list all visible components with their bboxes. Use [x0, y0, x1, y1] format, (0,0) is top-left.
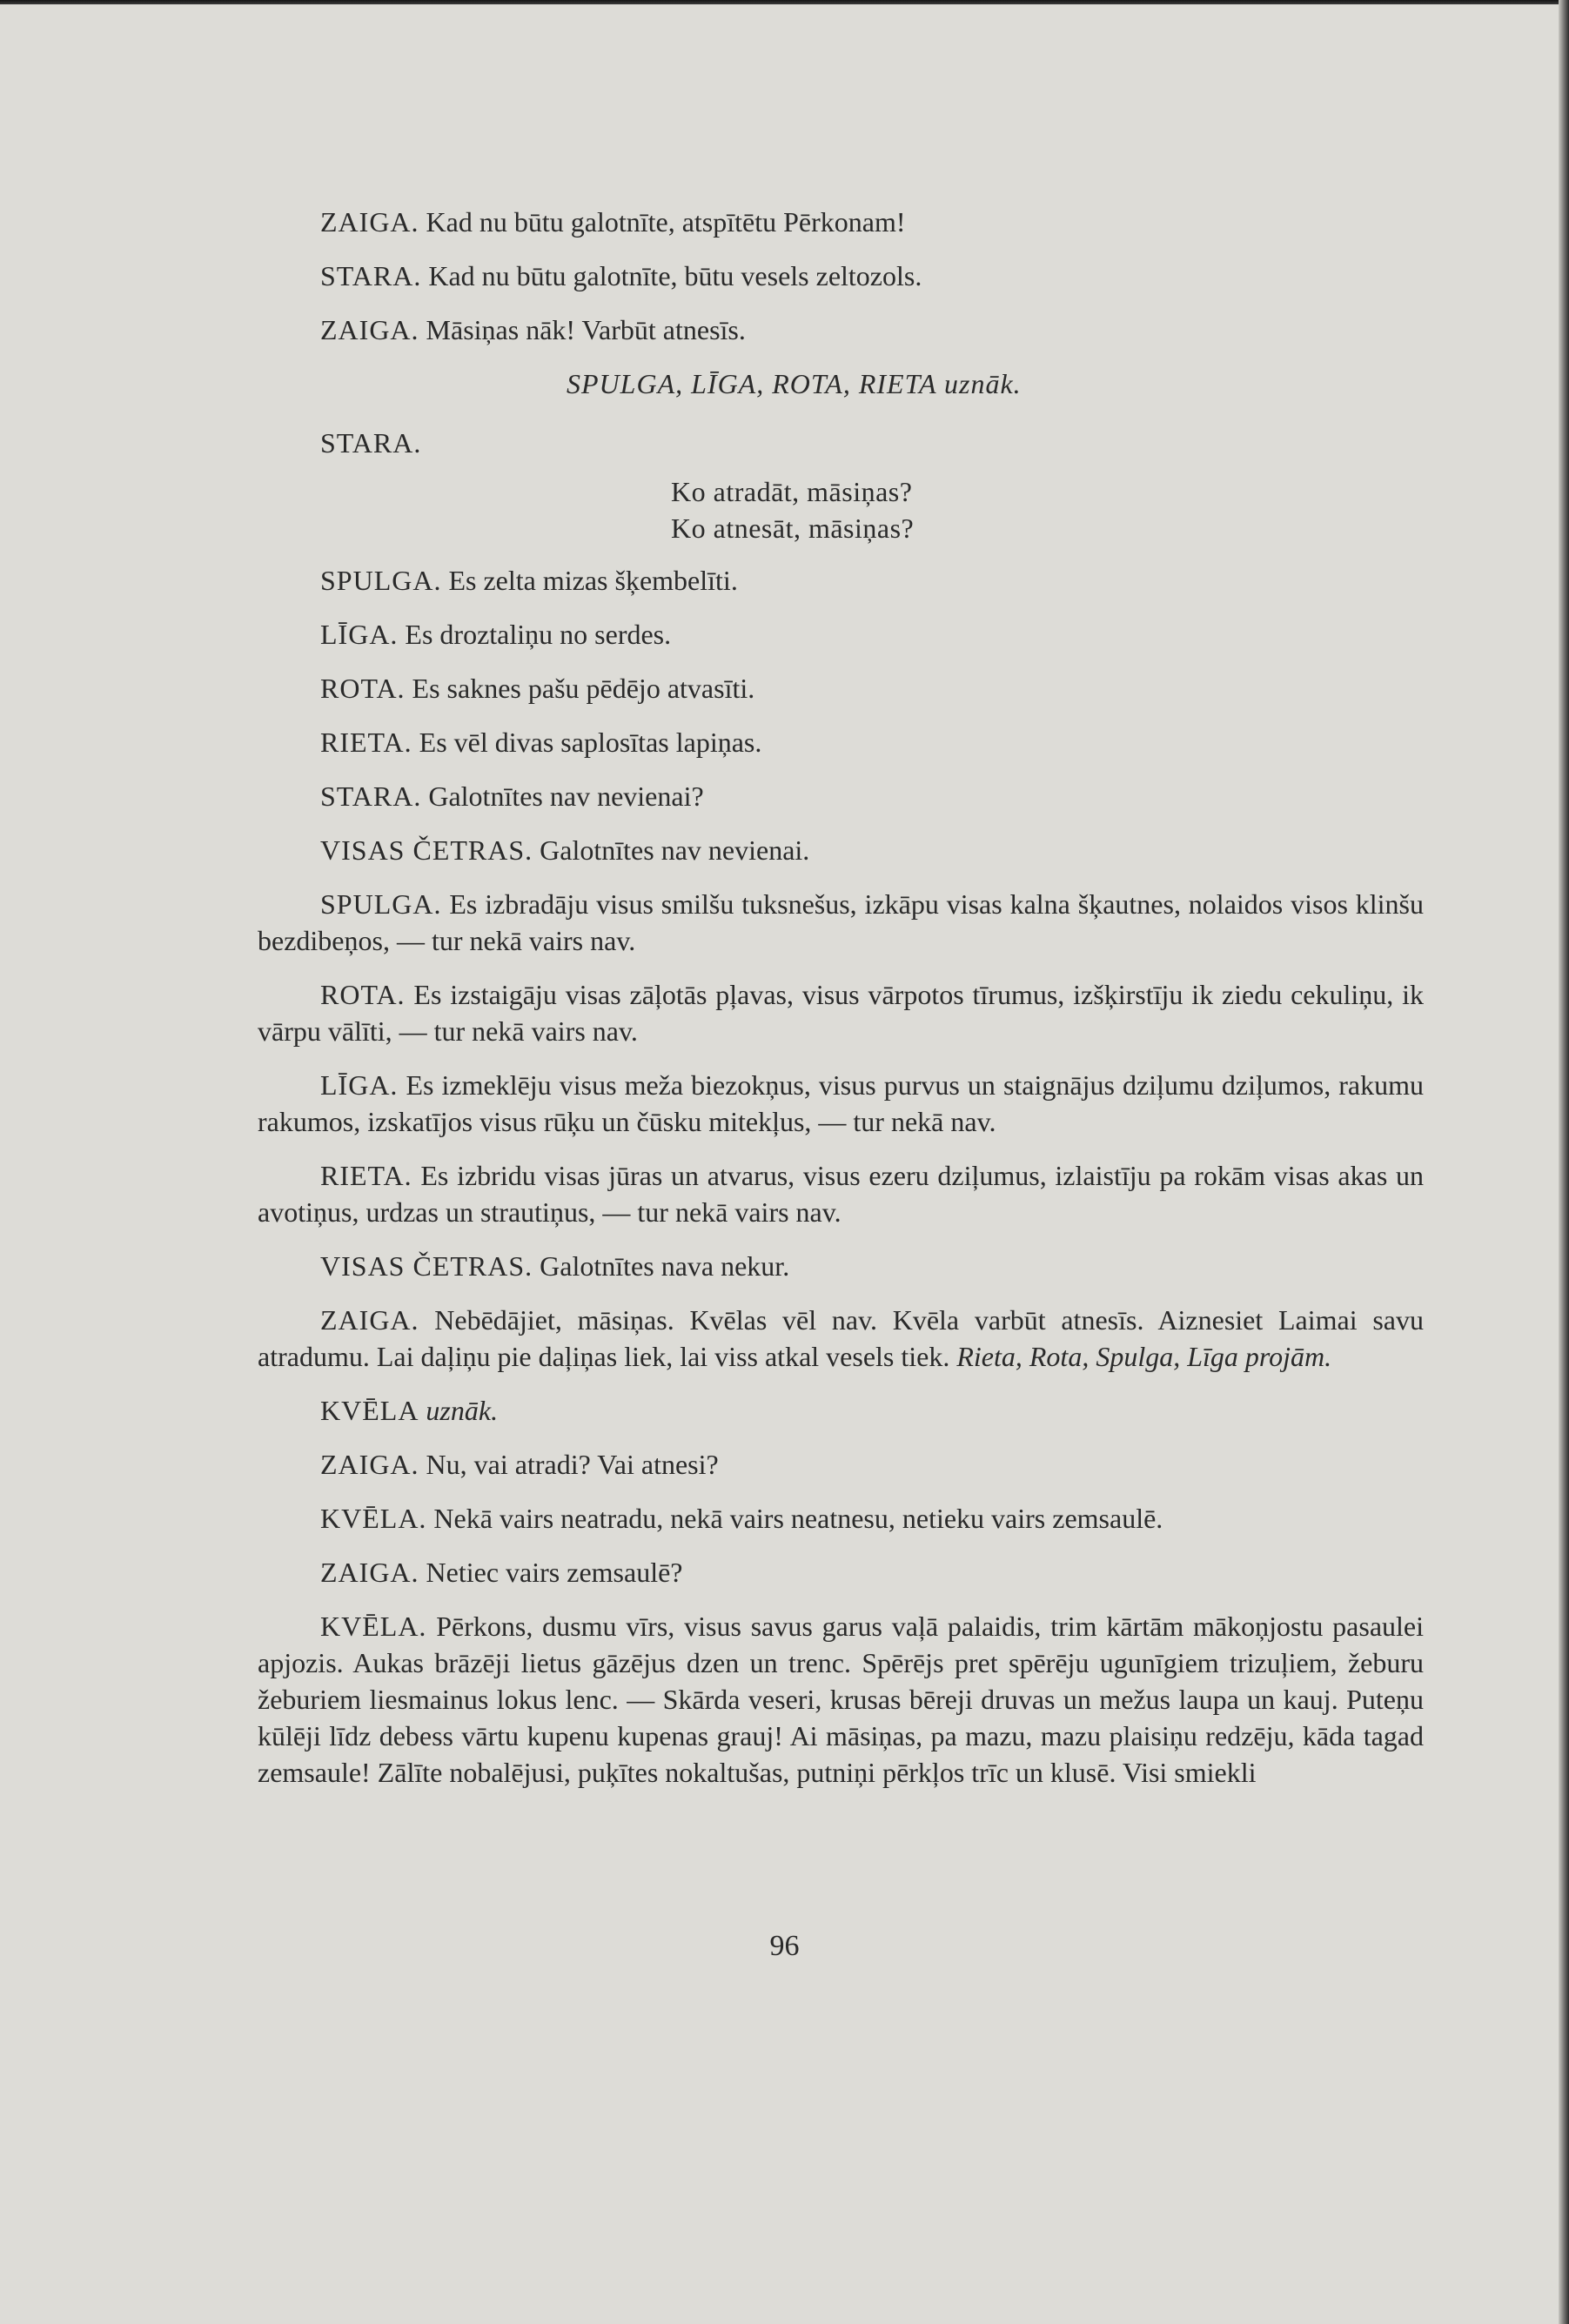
line-text: Nekā vairs neatradu, nekā vairs neatnesu, netieku vairs zemsaulē. [433, 1503, 1163, 1534]
stage-direction: SPULGA, LĪGA, ROTA, RIETA uznāk. [567, 368, 1022, 399]
verse-lines [671, 473, 1424, 546]
speaker-name: LĪGA. [320, 1069, 399, 1101]
scan-edge-right [1559, 0, 1569, 2324]
speaker-name: SPULGA. [320, 888, 442, 920]
speaker-name: STARA. [320, 427, 422, 459]
dialogue-line [258, 886, 1424, 959]
speaker-name: ZAIGA. [320, 1304, 419, 1336]
line-text: Netiec vairs zemsaulē? [426, 1557, 683, 1588]
stage-direction: Rieta, Rota, Spulga, Līga projām. [956, 1341, 1332, 1372]
dialogue-line [258, 616, 1424, 653]
dialogue-line [258, 670, 1424, 707]
dialogue-line [258, 204, 1424, 240]
line-text: Es izstaigāju visas zāļotās pļavas, visus vārpotos tīrumus, izšķirstīju ik ziedu cekuliņu, ik vārpu vālīti, — tur nekā vairs nav. [258, 979, 1424, 1047]
line-text: Galotnītes nav nevienai. [540, 834, 810, 866]
dialogue-line [258, 1446, 1424, 1483]
verse-line: Ko atradāt, māsiņas? [671, 476, 913, 507]
speaker-name: ZAIGA. [320, 314, 419, 345]
line-text: Galotnītes nav nevienai? [428, 780, 704, 812]
dialogue-line [258, 1248, 1424, 1284]
line-text: Kad nu būtu galotnīte, būtu vesels zeltozols. [428, 260, 922, 291]
line-text: Nebēdājiet, māsiņas. Kvēlas vēl nav. Kvēla varbūt atnesīs. Aiznesiet Laimai savu atradumu. Lai daļiņu pie daļiņas liek, lai viss atkal vesels tiek. [258, 1304, 1425, 1372]
dialogue-line [258, 1500, 1424, 1537]
verse-block [258, 425, 1424, 546]
page-number: 96 [769, 1930, 800, 1962]
dialogue-line [258, 1302, 1424, 1375]
speaker-name: STARA. [320, 260, 422, 291]
speaker-name: ZAIGA. [320, 1557, 419, 1588]
line-text: Nu, vai atradi? Vai atnesi? [426, 1449, 719, 1480]
line-text: Kad nu būtu galotnīte, atspītētu Pērkonam! [426, 206, 906, 238]
line-text: Es saknes pašu pēdējo atvasīti. [412, 673, 755, 704]
dialogue-line [258, 832, 1424, 868]
scan-edge-top [0, 0, 1569, 4]
dialogue-line [258, 1392, 1424, 1429]
dialogue-line [258, 976, 1424, 1049]
speaker-name: SPULGA. [320, 565, 442, 596]
dialogue-line [258, 258, 1424, 294]
line-text: Es izbridu visas jūras un atvarus, visus ezeru dziļumus, izlaistīju pa rokām visas akas un avotiņus, urdzas un strautiņus, — tur nekā vairs nav. [258, 1160, 1425, 1228]
speaker-name: ROTA. [320, 673, 406, 704]
dialogue-line [258, 1157, 1424, 1230]
speaker-name: ROTA. [320, 979, 406, 1010]
line-text: Es zelta mizas šķembelīti. [448, 565, 738, 596]
dialogue-line [258, 724, 1424, 760]
speaker-name: STARA. [320, 780, 422, 812]
line-text: Māsiņas nāk! Varbūt atnesīs. [426, 314, 746, 345]
speaker-name: RIETA. [320, 727, 412, 758]
speaker-name: KVĒLA. [320, 1611, 427, 1642]
dialogue-line [258, 1067, 1424, 1140]
line-text: Pērkons, dusmu vīrs, visus savus garus vaļā palaidis, trim kārtām mākoņjostu pasaulei apjozis. Aukas brāzēji lietus gāzējus dzen un trenc. Spērējs pret spērēju ugunīgiem trizuļiem, žeburu žeburiem liesmainus lokus lenc. — Skārda veseri, krusas bēreji druvas un mežus laupa un kauj. Puteņu kūlēji līdz debess vārtu kupenu kupenas grauj! Ai māsiņas, pa mazu, mazu plaisiņu redzēju, kāda tagad zemsaule! Zālīte nobalējusi, puķītes nokaltušas, putniņi pērkļos trīc un klusē. Visi smiekli [258, 1611, 1425, 1788]
verse-line: Ko atnesāt, māsiņas? [671, 512, 915, 544]
line-text: Es izmeklēju visus meža biezokņus, visus purvus un staignājus dziļumu dziļumos, rakumu rakumos, izskatījos visus rūķu un čūsku mitekļus, — tur nekā nav. [258, 1069, 1425, 1137]
dialogue-line [258, 1608, 1424, 1791]
dialogue-line [258, 1554, 1424, 1591]
stage-direction: uznāk. [426, 1395, 499, 1426]
speaker-name: KVĒLA [320, 1395, 419, 1426]
line-text: Es izbradāju visus smilšu tuksnešus, izkāpu visas kalna šķautnes, nolaidos visos klinšu bezdibeņos, — tur nekā vairs nav. [258, 888, 1425, 956]
speaker-name: LĪGA. [320, 619, 399, 650]
speaker-name: RIETA. [320, 1160, 412, 1191]
speaker-name: ZAIGA. [320, 206, 419, 238]
page-body [258, 204, 1424, 1808]
speaker-name: KVĒLA. [320, 1503, 427, 1534]
speaker-name: VISAS ČETRAS. [320, 834, 533, 866]
line-text: Galotnītes nava nekur. [540, 1250, 790, 1282]
speaker-name: ZAIGA. [320, 1449, 419, 1480]
speaker-name: VISAS ČETRAS. [320, 1250, 533, 1282]
dialogue-line [258, 778, 1424, 814]
dialogue-line [258, 562, 1424, 599]
line-text: Es droztaliņu no serdes. [405, 619, 672, 650]
dialogue-line [258, 311, 1424, 348]
line-text: Es vēl divas saplosītas lapiņas. [419, 727, 762, 758]
